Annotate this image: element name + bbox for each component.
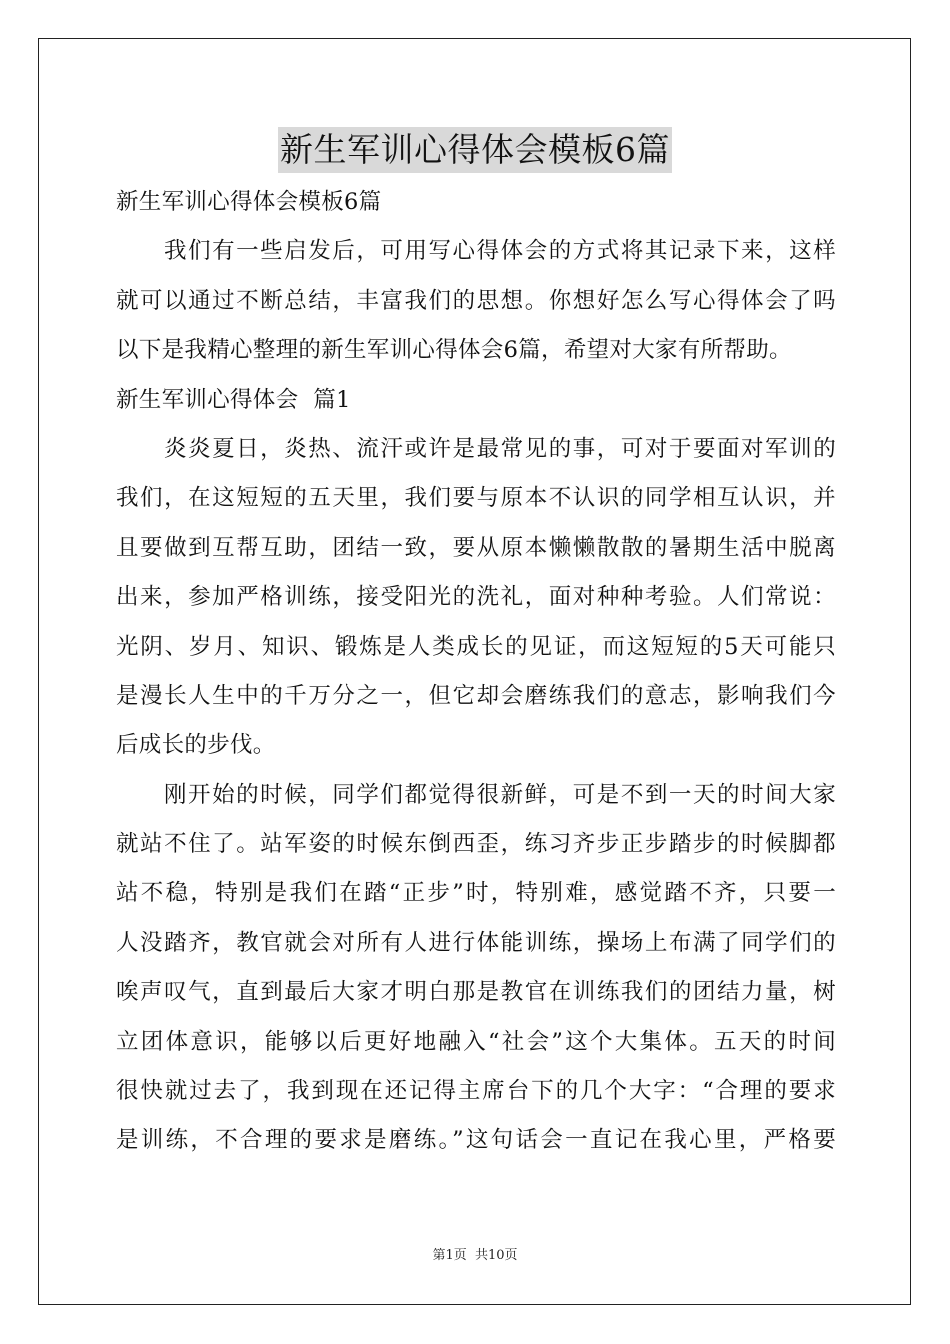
paragraph-line: 光阴、岁月、知识、锻炼是人类成长的见证，而这短短的5天可能只 [116,633,836,660]
page-footer [0,1246,950,1266]
subtitle-line: 新生军训心得体会模板6篇 [116,189,382,215]
paragraph-line: 我们有一些启发后，可用写心得体会的方式将其记录下来，这样 [164,238,836,265]
paragraph-line: 以下是我精心整理的新生军训心得体会6篇，希望对大家有所帮助。 [116,337,792,364]
paragraph-line: 就可以通过不断总结，丰富我们的思想。你想好怎么写心得体会了吗 [116,287,836,314]
section-heading: 新生军训心得体会 篇1 [116,386,351,413]
title-container [0,127,950,173]
paragraph-line: 后成长的步伐。 [116,732,276,759]
paragraph-line: 刚开始的时候，同学们都觉得很新鲜，可是不到一天的时间大家 [164,781,836,808]
paragraph-line: 很快就过去了，我到现在还记得主席台下的几个大字：“合理的要求 [116,1078,836,1105]
paragraph-line: 人没踏齐，教官就会对所有人进行体能训练，操场上布满了同学们的 [116,929,836,956]
paragraph-line: 立团体意识，能够以后更好地融入“社会”这个大集体。五天的时间 [116,1028,836,1055]
paragraph-line: 站不稳，特别是我们在踏“正步”时，特别难，感觉踏不齐，只要一 [116,880,836,907]
document-body [116,178,836,1166]
document-title: 新生军训心得体会模板6篇 [278,127,672,173]
paragraph-line: 就站不住了。站军姿的时候东倒西歪，练习齐步正步踏步的时候脚都 [116,831,836,858]
paragraph-line: 出来，参加严格训练，接受阳光的洗礼，面对种种考验。人们常说： [116,584,836,611]
paragraph-line: 是漫长人生中的千万分之一，但它却会磨练我们的意志，影响我们今 [116,682,836,709]
paragraph-line: 我们，在这短短的五天里，我们要与原本不认识的同学相互认识，并 [116,485,836,512]
paragraph-line: 是训练，不合理的要求是磨练。”这句话会一直记在我心里，严格要 [116,1127,836,1154]
paragraph-line: 炎炎夏日，炎热、流汗或许是最常见的事，可对于要面对军训的 [164,435,836,462]
page-number: 第1页 共10页 [432,1248,518,1263]
paragraph-line: 且要做到互帮互助，团结一致，要从原本懒懒散散的暑期生活中脱离 [116,534,836,561]
paragraph-line: 唉声叹气，直到最后大家才明白那是教官在训练我们的团结力量，树 [116,979,836,1006]
